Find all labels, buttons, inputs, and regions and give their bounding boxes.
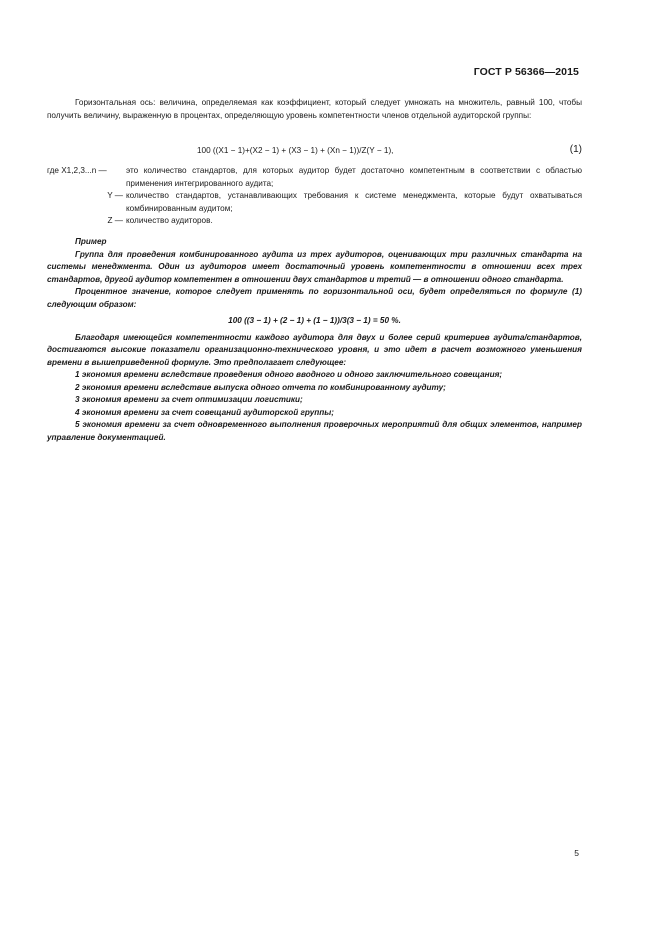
definition-row [47,215,582,228]
list-item: 3 экономия времени за счет оптимизации логистики; [75,395,303,404]
list-item: 5 экономия времени за счет одновременного выполнения проверочных мероприятий для общих элементов, например управление документацией. [47,420,582,442]
definition-term: где X1,2,3...n — [47,166,107,175]
example-calculation: 100 ((3 − 1) + (2 − 1) + (1 − 1))/3(3 − 1) = 50 %. [228,316,401,325]
example-paragraph: Благодаря имеющейся компетентности каждого аудитора для двух и более серий критериев аудита/стандартов, достигаются высокие показатели организационно-технического уровня, и это идет в расчет возможного уменьшения времени в вышеприведенной формуле. Это предполагает следующее: [47,332,582,367]
example-paragraph: Процентное значение, которое следует применять по горизонтальной оси, будет определяться по формуле (1) следующим образом: [47,287,582,309]
intro-text [47,97,582,122]
definition-text: количество аудиторов. [126,216,213,225]
formula-text: 100 ((X1 − 1)+(X2 − 1) + (X3 − 1) + (Xn − 1))/Z(Y − 1), [197,146,394,155]
definitions-list [47,165,582,228]
list-item: 2 экономия времени вследствие выпуска одного отчета по комбинированному аудиту; [75,382,446,392]
definition-term: Z — [107,216,123,225]
intro-paragraph: Горизонтальная ось: величина, определяемая как коэффициент, который следует умножать на множитель, равный 100, чтобы получить величину, выраженную в процентах, определяющую уровень компетентности членов отдельной аудиторской группы: [47,98,582,120]
formula-number: (1) [569,144,582,155]
standard-code: ГОСТ Р 56366—2015 [473,66,579,78]
definition-text: это количество стандартов, для которых аудитор будет достаточно компетентным в соответствии с областью применения интегрированного аудита; [126,166,582,188]
definition-term: Y — [107,191,123,200]
list-item: 1 экономия времени вследствие проведения одного вводного и одного заключительного совещания; [75,370,503,379]
list-item: 4 экономия времени за счет совещаний аудиторской группы; [75,407,334,417]
example-block [47,236,582,444]
page-number: 5 [574,848,579,858]
definition-row [47,190,582,215]
example-paragraph: Группа для проведения комбинированного аудита из трех аудиторов, оценивающих три различных стандарта на системы менеджмента. Один из аудиторов имеет достаточный уровень компетентности в отношении всех трех стандартов, другой аудитор компетентен в отношении двух стандартов и третий — в отношении одного стандарта. [47,249,582,284]
definition-row [47,165,582,190]
example-heading: Пример [75,237,107,246]
formula [47,144,582,158]
definition-text: количество стандартов, устанавливающих требования к системе менеджмента, которые будут охватываться комбинированным аудитом; [126,191,582,213]
